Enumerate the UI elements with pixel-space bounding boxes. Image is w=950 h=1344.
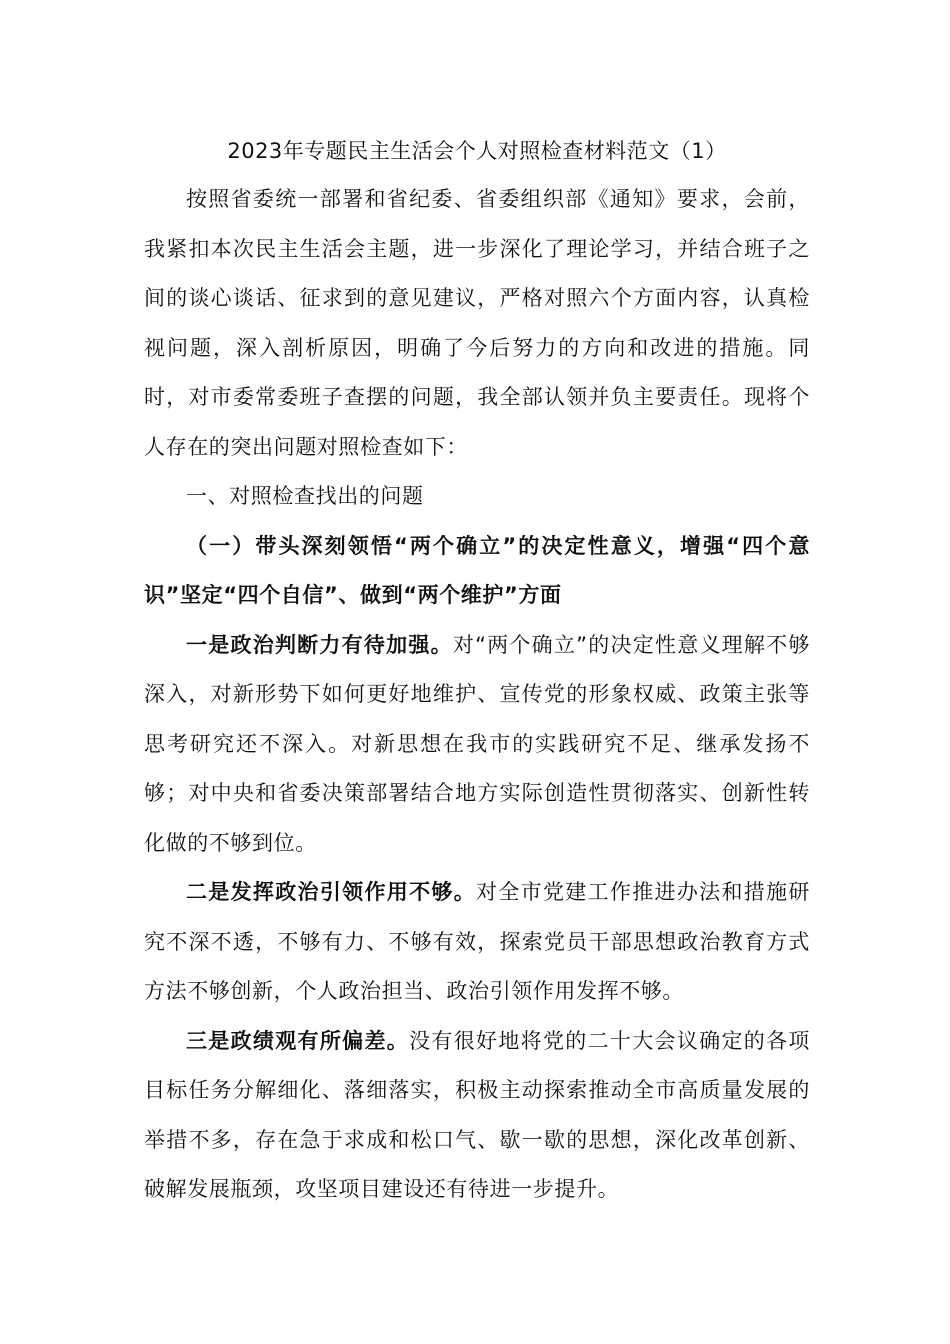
subsection-heading: （一）带头深刻领悟“两个确立”的决定性意义，增强“四个意识”坚定“四个自信”、做到“两个维护”方面	[144, 533, 810, 607]
item-paragraph	[144, 1017, 810, 1215]
item-lead: 一是政治判断力有待加强。	[186, 632, 453, 657]
document-body	[144, 128, 810, 1215]
intro-paragraph: 按照省委统一部署和省纪委、省委组织部《通知》要求，会前，我紧扣本次民主生活会主题，进一步深化了理论学习，并结合班子之间的谈心谈话、征求到的意见建议，严格对照六个方面内容，认真检视问题，深入剖析原因，明确了今后努力的方向和改进的措施。同时，对市委常委班子查摆的问题，我全部认领并负主要责任。现将个人存在的突出问题对照检查如下：	[144, 187, 810, 459]
item-paragraph	[144, 621, 810, 869]
item-body: 没有很好地将党的二十大会议确定的各项目标任务分解细化、落细落实，积极主动探索推动全市高质量发展的举措不多，存在急于求成和松口气、歇一歇的思想，深化改革创新、破解发展瓶颈，攻坚项目建设还有待进一步提升。	[144, 1028, 810, 1201]
document-title: 2023年专题民主生活会个人对照检查材料范文（1）	[227, 139, 727, 163]
item-body: 对全市党建工作推进办法和措施研究不深不透，不够有力、不够有效，探索党员干部思想政治教育方式方法不够创新，个人政治担当、政治引领作用发挥不够。	[144, 880, 810, 1003]
item-lead: 二是发挥政治引领作用不够。	[186, 880, 477, 904]
item-lead: 三是政绩观有所偏差。	[186, 1028, 410, 1053]
section-heading: 一、对照检查找出的问题	[186, 484, 424, 508]
item-body: 对“两个确立”的决定性意义理解不够深入，对新形势下如何更好地维护、宣传党的形象权威、政策主张等思考研究还不深入。对新思想在我市的实践研究不足、继承发扬不够；对中央和省委决策部署结合地方实际创造性贯彻落实、创新性转化做的不够到位。	[144, 632, 810, 855]
item-paragraph	[144, 868, 810, 1017]
